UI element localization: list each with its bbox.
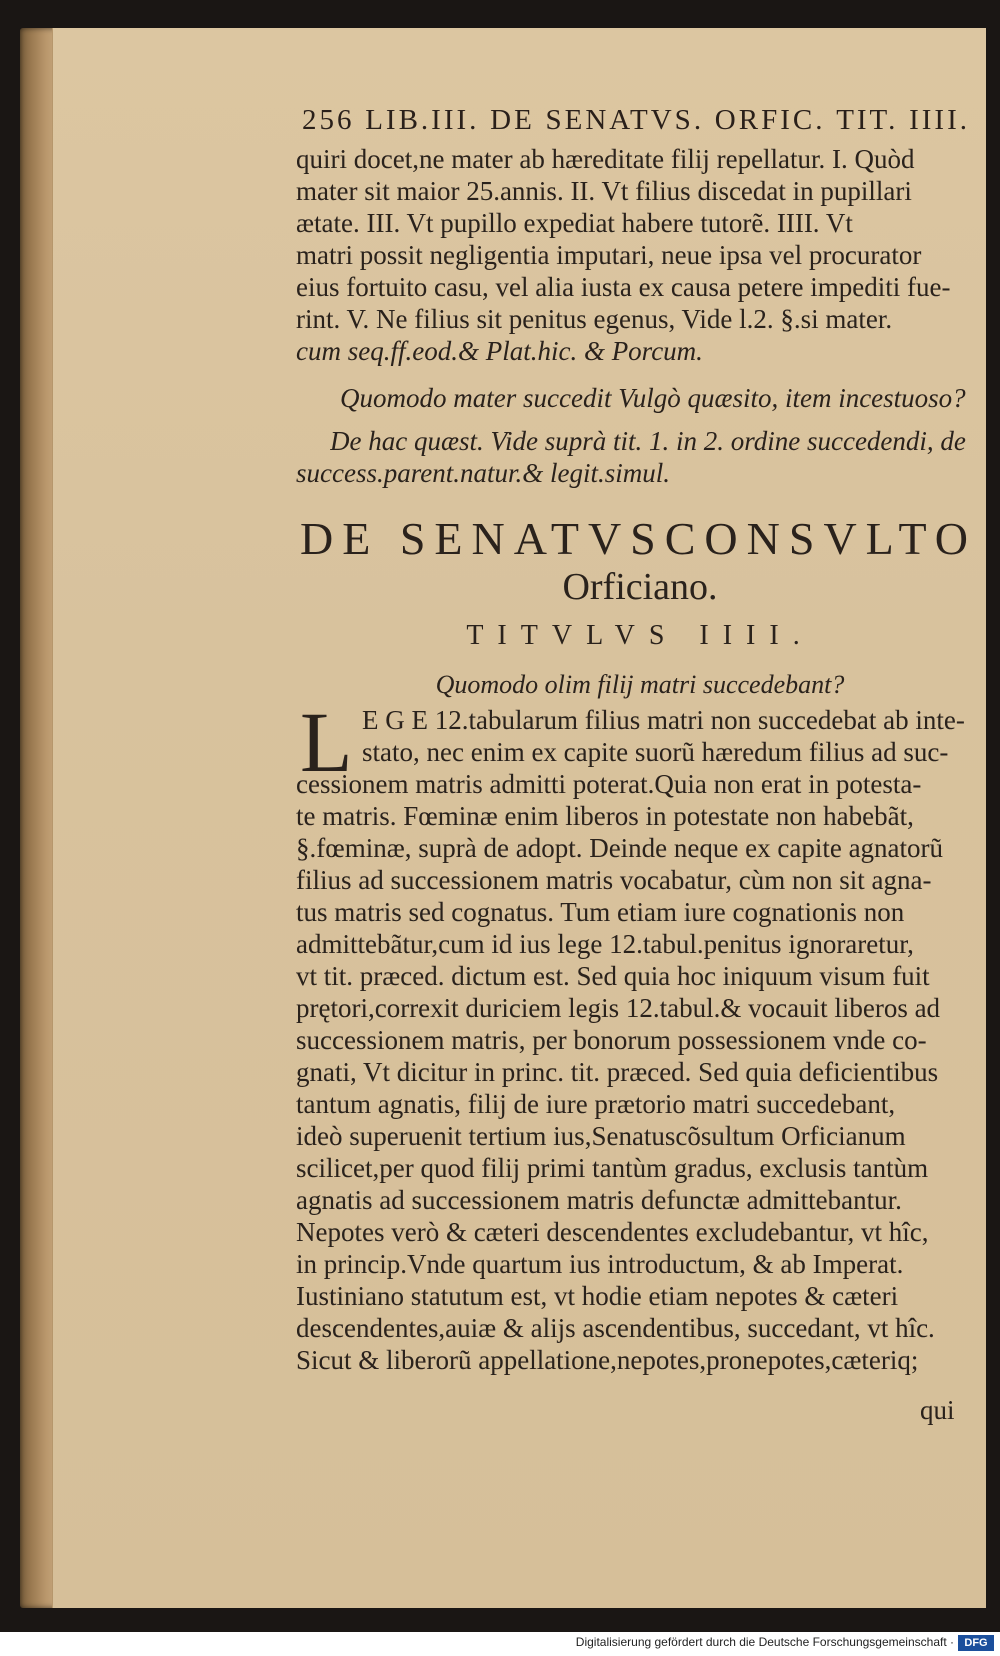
running-head-word: DE: [490, 104, 535, 136]
title-number: TITVLVS IIII.: [466, 620, 814, 651]
running-head-word: SENATVS.: [545, 104, 705, 136]
text-line: mater sit maior 25.annis. II. Vt filius discedat in pupillari: [296, 176, 912, 206]
paragraph-1: [296, 143, 976, 367]
section-subtitle: Orficiano.: [562, 566, 718, 608]
paragraph-2-end: [296, 457, 976, 489]
text-line: in princip.Vnde quartum ius introductum, & ab Imperat.: [296, 1249, 904, 1279]
text-line: matri possit negligentia imputari, neue ipsa vel procurator: [296, 240, 922, 270]
page-number: 256: [302, 104, 355, 136]
body-head-lines: [362, 704, 976, 768]
paragraph-2: [330, 425, 980, 457]
section-title: DE SENATVSCONSVLTO: [300, 513, 978, 564]
text-line: admittebãtur,cum id ius lege 12.tabul.penitus ignoraretur,: [296, 929, 914, 959]
text-line: Sicut & liberorũ appellatione,nepotes,pronepotes,cæteriq;: [296, 1345, 919, 1375]
text-line: descendentes,auiæ & alijs ascendentibus, succedant, vt hîc.: [296, 1313, 935, 1343]
catchword: qui: [920, 1395, 955, 1425]
text-line: prętori,correxit duriciem legis 12.tabul.& vocauit liberos ad: [296, 993, 941, 1023]
text-line: rint. V. Ne filius sit penitus egenus, Vide l.2. §.si mater.: [296, 304, 893, 334]
text-line: cum seq.ff.eod.& Plat.hic. & Porcum.: [296, 336, 703, 366]
section-question: Quomodo olim filij matri succedebant?: [435, 670, 845, 699]
drop-cap: L: [300, 694, 353, 790]
text-line: §.fœminæ, suprà de adopt. Deinde neque ex capite agnatorũ: [296, 833, 944, 863]
text-line: scilicet,per quod filij primi tantùm gradus, exclusis tantùm: [296, 1153, 929, 1183]
running-head-word: LIB.III.: [365, 104, 480, 136]
text-line: ideò superuenit tertium ius,Senatuscõsultum Orficianum: [296, 1121, 906, 1151]
running-head-word: IIII.: [909, 104, 970, 136]
text-line: Nepotes verò & cæteri descendentes excludebantur, vt hîc,: [296, 1217, 929, 1247]
body-paragraph: [296, 768, 976, 1376]
text-line: E G E 12.tabularum filius matri non succedebat ab inte-: [362, 705, 965, 735]
text-line: De hac quæst. Vide suprà tit. 1. in 2. ordine succedendi, de: [330, 426, 966, 456]
text-line: Iustiniano statutum est, vt hodie etiam nepotes & cæteri: [296, 1281, 899, 1311]
text-line: filius ad successionem matris vocabatur, cùm non sit agna-: [296, 865, 932, 895]
dfg-logo: DFG: [958, 1635, 994, 1651]
text-line: eius fortuito casu, vel alia iusta ex causa petere impediti fue-: [296, 272, 951, 302]
text-line: vt tit. præced. dictum est. Sed quia hoc iniquum visum fuit: [296, 961, 930, 991]
text-line: te matris. Fœminæ enim liberos in potestate non habebãt,: [296, 801, 914, 831]
text-line: success.parent.natur.& legit.simul.: [296, 458, 670, 488]
text-line: gnati, Vt dicitur in princ. tit. præced. Sed quia deficientibus: [296, 1057, 939, 1087]
question-heading: Quomodo mater succedit Vulgò quæsito, item incestuoso?: [340, 383, 966, 413]
text-line: tantum agnatis, filij de iure prætorio matri succedebant,: [296, 1089, 896, 1119]
footer-bar: [0, 1632, 1000, 1656]
running-head-word: ORFIC.: [714, 104, 826, 136]
running-head-word: TIT.: [836, 104, 899, 136]
running-head: [302, 104, 970, 137]
text-line: successionem matris, per bonorum possessionem vnde co-: [296, 1025, 927, 1055]
text-line: agnatis ad successionem matris defunctæ admittebantur.: [296, 1185, 902, 1215]
text-line: cessionem matris admitti poterat.Quia non erat in potesta-: [296, 769, 922, 799]
text-line: quiri docet,ne mater ab hæreditate filij repellatur. I. Quòd: [296, 144, 915, 174]
text-line: tus matris sed cognatus. Tum etiam iure cognationis non: [296, 897, 905, 927]
text-line: stato, nec enim ex capite suorũ hæredum filius ad suc-: [362, 737, 949, 767]
funding-note: Digitalisierung gefördert durch die Deutsche Forschungsgemeinschaft ·: [575, 1635, 954, 1649]
text-line: ætate. III. Vt pupillo expediat habere tutorẽ. IIII. Vt: [296, 208, 853, 238]
